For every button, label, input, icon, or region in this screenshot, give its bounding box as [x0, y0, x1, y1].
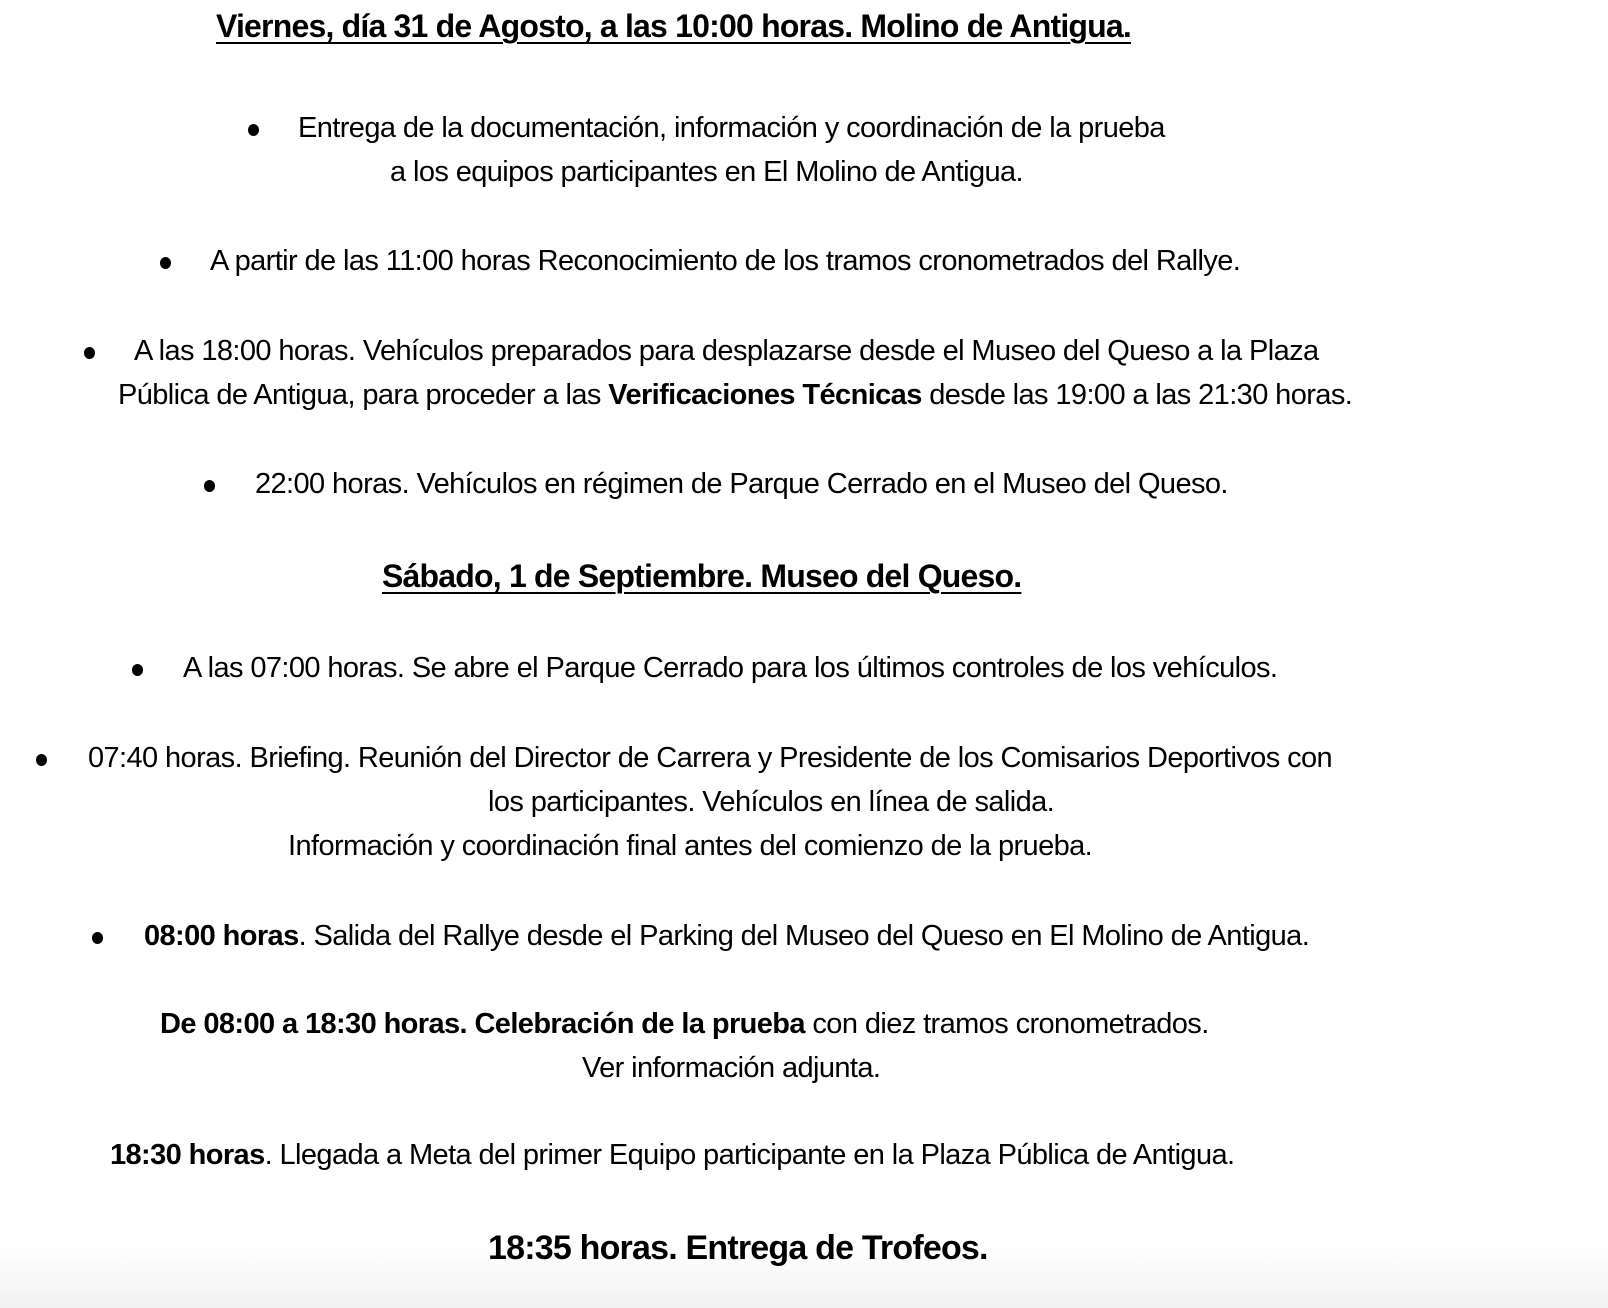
bullet-icon — [92, 932, 103, 944]
list-item-line: a los equipos participantes en El Molino de Antigua. — [390, 156, 1024, 188]
list-item-line: A partir de las 11:00 horas Reconocimiento de los tramos cronometrados del Rallye. — [210, 245, 1241, 277]
text-bold-segment: 18:30 horas — [110, 1139, 265, 1171]
list-item-line — [144, 918, 1309, 954]
bullet-icon — [36, 754, 47, 766]
text-segment: desde las 19:00 a las 21:30 horas. — [921, 379, 1353, 411]
paragraph-line: Ver información adjunta. — [582, 1052, 881, 1084]
paragraph-line — [110, 1137, 1234, 1173]
list-item-line: Entrega de la documentación, información y coordinación de la prueba — [298, 112, 1165, 144]
bullet-icon — [248, 124, 259, 136]
text-segment: . Llegada a Meta del primer Equipo participante en la Plaza Pública de Antigua. — [264, 1139, 1235, 1171]
list-item-line: A las 18:00 horas. Vehículos preparados para desplazarse desde el Museo del Queso a la Plaza — [134, 335, 1319, 367]
text-segment: . Salida del Rallye desde el Parking del Museo del Queso en El Molino de Antigua. — [298, 920, 1310, 952]
text-bold-segment: Verificaciones Técnicas — [608, 379, 922, 411]
list-item-line: A las 07:00 horas. Se abre el Parque Cerrado para los últimos controles de los vehículos. — [183, 652, 1278, 684]
section-heading-friday: Viernes, día 31 de Agosto, a las 10:00 horas. Molino de Antigua. — [216, 8, 1131, 44]
bullet-icon — [160, 257, 171, 269]
section-heading-saturday: Sábado, 1 de Septiembre. Museo del Queso. — [382, 558, 1022, 594]
list-item-line — [118, 377, 1352, 413]
final-line-trofeos: 18:35 horas. Entrega de Trofeos. — [488, 1229, 988, 1267]
text-bold-segment: De 08:00 a 18:30 horas. Celebración de la prueba — [160, 1008, 805, 1040]
list-item-line: 22:00 horas. Vehículos en régimen de Parque Cerrado en el Museo del Queso. — [255, 468, 1228, 500]
list-item-line: 07:40 horas. Briefing. Reunión del Director de Carrera y Presidente de los Comisarios Deportivos con — [88, 742, 1333, 774]
list-item-line: los participantes. Vehículos en línea de salida. — [488, 786, 1055, 818]
text-segment: con diez tramos cronometrados. — [804, 1008, 1209, 1040]
text-segment: Pública de Antigua, para proceder a las — [118, 379, 609, 411]
paragraph-line — [160, 1006, 1209, 1042]
list-item-line: Información y coordinación final antes del comienzo de la prueba. — [288, 830, 1093, 862]
bullet-icon — [204, 480, 215, 492]
bullet-icon — [132, 664, 143, 676]
text-bold-segment: 08:00 horas — [144, 920, 299, 952]
bullet-icon — [84, 347, 95, 359]
